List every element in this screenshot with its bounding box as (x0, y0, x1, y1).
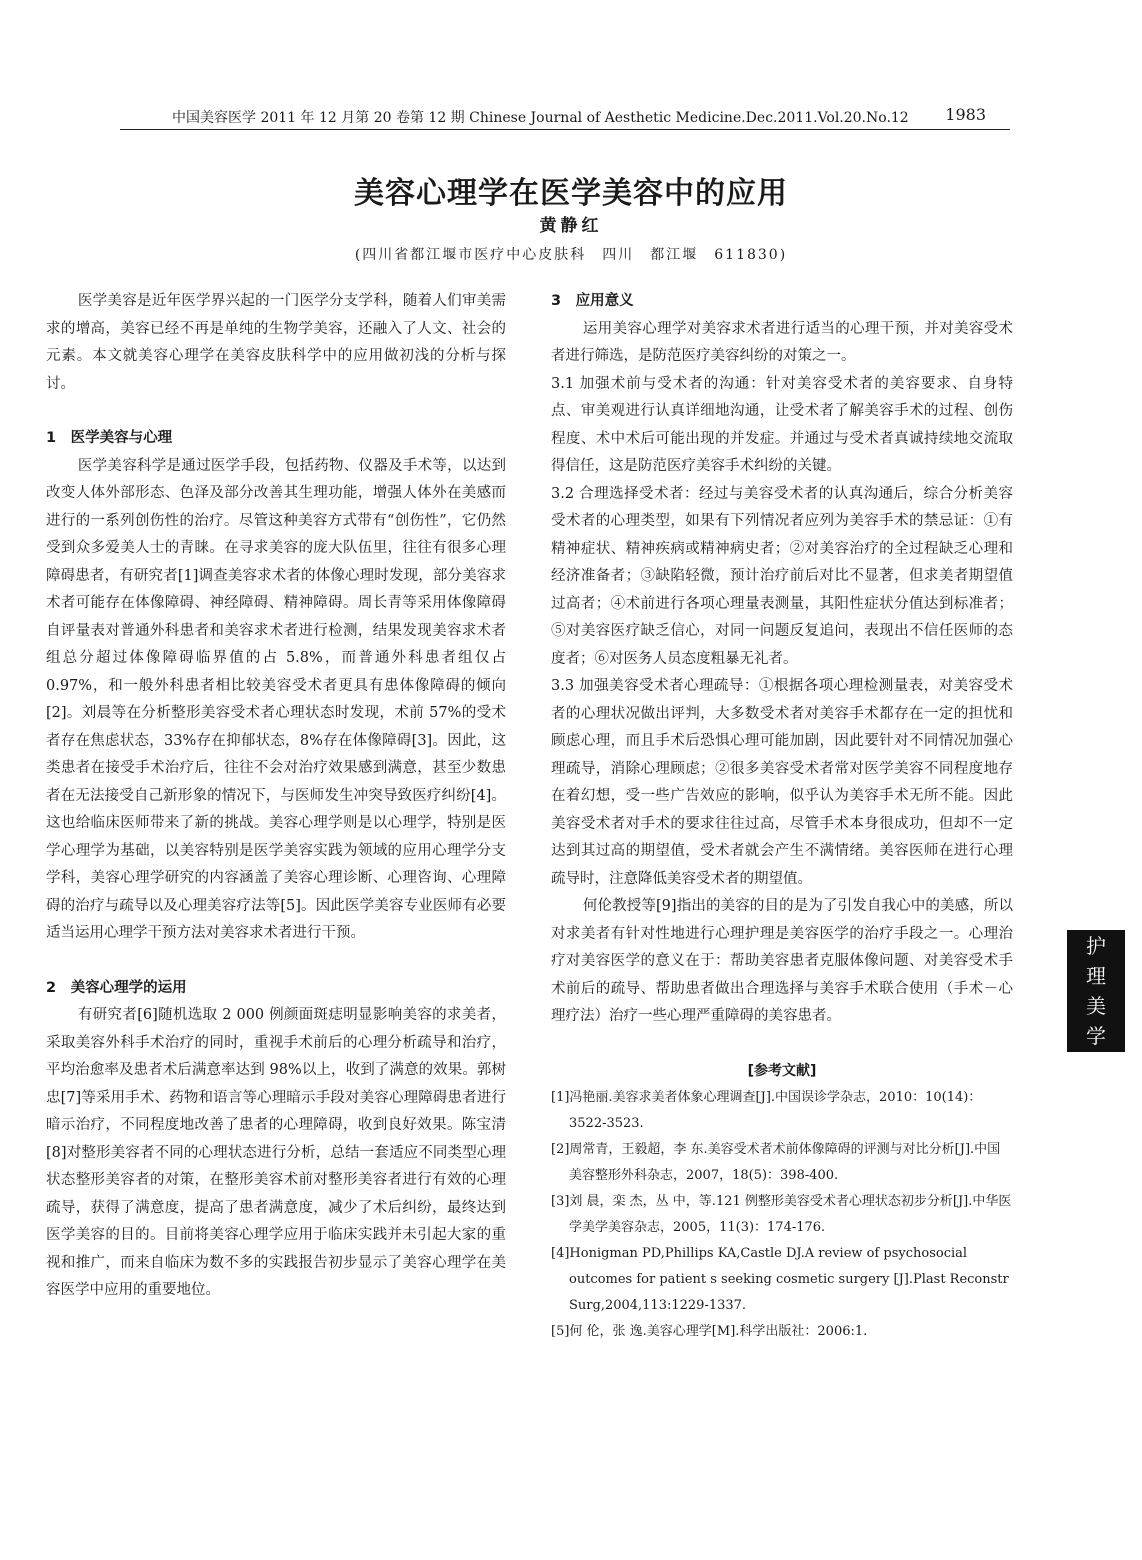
section-3-heading: 3 应用意义 (551, 293, 634, 309)
side-tab-char: 理 (1086, 964, 1106, 988)
reference-item: [4]Honigman PD,Phillips KA,Castle DJ.A review of psychosocial outcomes for patient s seeking cosmetic surgery [J].Plast Reconstr Surg,2004,113:1229-1337. (551, 1246, 1009, 1313)
section-tab-nursing-aesthetics (1067, 930, 1125, 1052)
page-number: 1983 (945, 105, 986, 124)
reference-list (551, 1085, 1013, 1345)
running-header (120, 103, 1010, 130)
section-3-3-paragraph: 3.3 加强美容受术者心理疏导：①根据各项心理检测量表，对美容受术者的心理状况做出评判，大多数受术者对美容手术都存在一定的担忧和顾虑心理，而且手术后恐惧心理可能加剧，因此要针对不同情况加强心理疏导，消除心理顾虑；②很多美容受术者常对医学美容不同程度地存在着幻想，受一些广告效应的影响，似乎认为美容手术无所不能。因此美容受术者对手术的要求往往过高，尽管手术本身很成功，但却不一定达到其过高的期望值，受术者就会产生不满情绪。美容医师在进行心理疏导时，注意降低美容受术者的期望值。 (551, 678, 1013, 887)
section-3-closing-paragraph: 何伦教授等[9]指出的美容的目的是为了引发自我心中的美感，所以对求美者有针对性地进行心理护理是美容医学的治疗手段之一。心理治疗对美容医学的意义在于：帮助美容患者克服体像问题、对美容受术手术前后的疏导、帮助患者做出合理选择与美容手术联合使用（手术－心理疗法）治疗一些心理严重障碍的美容患者。 (551, 898, 1013, 1024)
right-column (551, 288, 1013, 1345)
reference-item: [2]周常青，王毅超，李 东.美容受术者术前体像障碍的评测与对比分析[J].中国美容整形外科杂志，2007，18(5)：398-400. (551, 1142, 1001, 1183)
section-3-2-paragraph: 3.2 合理选择受术者：经过与美容受术者的认真沟通后，综合分析美容受术者的心理类型，如果有下列情况者应列为美容手术的禁忌证：①有精神症状、精神疾病或精神病史者；②对美容治疗的全过程缺乏心理和经济准备者；③缺陷轻微，预计治疗前后对比不显著，但求美者期望值过高者；④术前进行各项心理量表测量，其阳性症状分值达到标准者；⑤对美容医疗缺乏信心，对同一问题反复追问，表现出不信任医师的态度者；⑥对医务人员态度粗暴无礼者。 (551, 485, 1013, 667)
section-3-1-paragraph: 3.1 加强术前与受术者的沟通：针对美容受术者的美容要求、自身特点、审美观进行认真详细地沟通，让受术者了解美容手术的过程、创伤程度、术中术后可能出现的并发症。并通过与受术者真诚持续地交流取得信任，这是防范医疗美容手术纠纷的关键。 (551, 375, 1013, 474)
author-affiliation: (四川省都江堰市医疗中心皮肤科 四川 都江堰 611830) (354, 247, 788, 263)
article-author: 黄静红 (539, 216, 603, 236)
reference-item: [1]冯艳丽.美容求美者体象心理调查[J].中国误诊学杂志，2010：10(14)：3522-3523. (551, 1090, 982, 1131)
section-2-paragraph: 有研究者[6]随机选取 2 000 例颜面斑痣明显影响美容的求美者，采取美容外科手术治疗的同时，重视手术前后的心理分析疏导和治疗，平均治愈率及患者术后满意率达到 98%以上，收到了满意的效果。郭树忠[7]等采用手术、药物和语言等心理暗示手段对美容心理障碍患者进行暗示治疗，不同程度地改善了患者的心理障碍，收到良好效果。陈宝清[8]对整形美容者不同的心理状态进行分析，总结一套适应不同类型心理状态整形美容者的对策，在整形美容术前对整形美容者进行有效的心理疏导，获得了满意度，提高了患者满意度，减少了术后纠纷，最终达到医学美容的目的。目前将美容心理学应用于临床实践并未引起大家的重视和推广，而来自临床为数不多的实践报告初步显示了美容心理学在美容医学中应用的重要地位。 (46, 1007, 506, 1298)
side-tab-char: 美 (1086, 994, 1106, 1018)
intro-paragraph: 医学美容是近年医学界兴起的一门医学分支学科，随着人们审美需求的增高，美容已经不再是单纯的生物学美容，还融入了人文、社会的元素。本文就美容心理学在美容皮肤科学中的应用做初浅的分析与探讨。 (46, 293, 506, 392)
left-column (46, 288, 506, 1305)
side-tab-char: 学 (1086, 1024, 1106, 1048)
section-2-heading: 2 美容心理学的运用 (46, 979, 187, 996)
running-head-text: 中国美容医学 2011 年 12 月第 20 卷第 12 期 Chinese Journal of Aesthetic Medicine.Dec.2011.Vol.20.No.12 (172, 110, 909, 126)
section-1-paragraph: 医学美容科学是通过医学手段，包括药物、仪器及手术等，以达到改变人体外部形态、色泽及部分改善其生理功能，增强人体外在美感而进行的一系列创伤性的治疗。尽管这种美容方式带有“创伤性”，它仍然受到众多爱美人士的青睐。在寻求美容的庞大队伍里，往往有很多心理障碍患者，有研究者[1]调查美容求术者的体像心理时发现，部分美容求术者可能存在体像障碍、神经障碍、精神障碍。周长青等采用体像障碍自评量表对普通外科患者和美容求术者进行检测，结果发现美容求术者组总分超过体像障碍临界值的占 5.8%，而普通外科患者组仅占 0.97%，和一般外科患者相比较美容受术者更具有患体像障碍的倾向[2]。刘晨等在分析整形美容受术者心理状态时发现，术前 57%的受术者存在焦虑状态，33%存在抑郁状态，8%存在体像障碍[3]。因此，这类患者在接受手术治疗后，往往不会对治疗效果感到满意，甚至少数患者在无法接受自己新形象的情况下，与医师发生冲突导致医疗纠纷[4]。这也给临床医师带来了新的挑战。美容心理学则是以心理学，特别是医学心理学为基础，以美容特别是医学美容实践为领域的应用心理学分支学科，美容心理学研究的内容涵盖了美容心理诊断、心理咨询、心理障碍的治疗与疏导以及心理美容疗法等[5]。因此医学美容专业医师有必要适当运用心理学干预方法对美容求术者进行干预。 (46, 457, 506, 941)
section-1-heading: 1 医学美容与心理 (46, 430, 173, 446)
article-title: 美容心理学在医学美容中的应用 (354, 176, 788, 211)
side-tab-char: 护 (1086, 934, 1106, 958)
reference-item: [5]何 伦，张 逸.美容心理学[M].科学出版社：2006:1. (551, 1324, 868, 1339)
section-3-intro: 运用美容心理学对美容求术者进行适当的心理干预，并对美容受术者进行筛选，是防范医疗美容纠纷的对策之一。 (551, 320, 1013, 364)
reference-item: [3]刘 晨，栾 杰，丛 中，等.121 例整形美容受术者心理状态初步分析[J].中华医学美学美容杂志，2005，11(3)：174-176. (551, 1194, 1012, 1235)
references-heading: [参考文献] (747, 1062, 817, 1079)
